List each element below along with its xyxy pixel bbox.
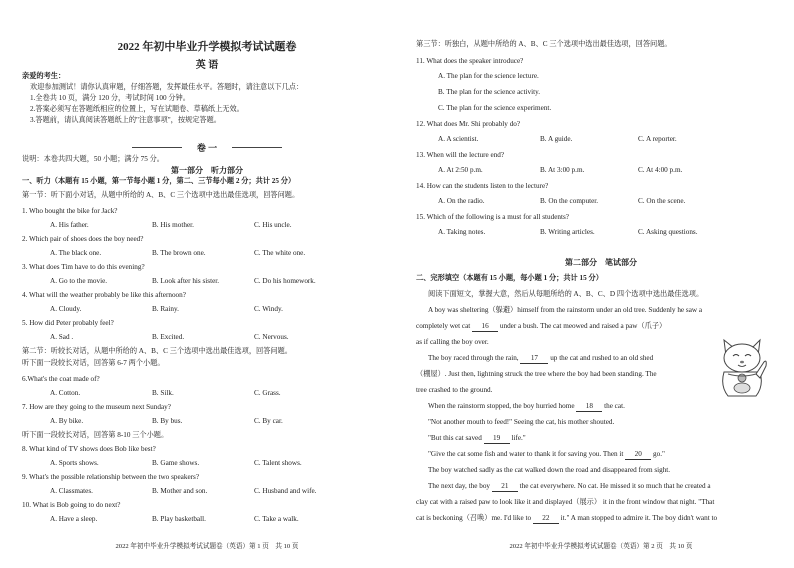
- passage-line: [416, 322, 666, 332]
- option-a: A. Cloudy.: [50, 305, 82, 313]
- question-text: 10. What is Bob going to do next?: [22, 501, 121, 509]
- option-c: C. At 4:00 p.m.: [638, 166, 683, 174]
- passage-text: "Give the cat some fish and water to thank it for saving you. Then it: [428, 450, 624, 458]
- option-b: B. Mother and son.: [152, 487, 208, 495]
- option-a: A. At 2:50 p.m.: [438, 166, 483, 174]
- intro-line: 欢迎参加测试！请你认真审题，仔细答题，发挥最佳水平。答题时，请注意以下几点：: [30, 83, 304, 91]
- blank-17[interactable]: 17: [520, 354, 548, 364]
- section-instruction: 第三节：听独白，从题中所给的 A、B、C 三个选项中选出最佳选项，回答问题。: [416, 40, 672, 48]
- option-a: A. Sad .: [50, 333, 74, 341]
- question-text: 15. Which of the following is a must for all students?: [416, 213, 569, 221]
- passage-text: under a bush. The cat meowed and raised a paw（爪子）: [499, 322, 667, 330]
- passage-line: [428, 450, 665, 460]
- intro-line: 1.全卷共 10 页，满分 120 分，考试时间 100 分钟。: [30, 94, 190, 102]
- option-c: C. Do his homework.: [254, 277, 316, 285]
- option-a: A. Cotton.: [50, 389, 81, 397]
- passage-line: A boy was sheltering（躲避）himself from the rainstorm under an old tree. Suddenly he saw a: [428, 306, 703, 314]
- blank-18[interactable]: 18: [576, 402, 602, 412]
- passage-text: it." A man stopped to admire it. The boy didn't want to: [560, 514, 718, 522]
- passage-line: tree crashed to the ground.: [416, 386, 493, 394]
- question-text: 8. What kind of TV shows does Bob like best?: [22, 445, 156, 453]
- passage-text: The next day, the boy: [428, 482, 491, 490]
- option-b: B. By bus.: [152, 417, 183, 425]
- page-footer: 2022 年初中毕业升学模拟考试试题卷（英语）第 2 页 共 10 页: [509, 543, 693, 550]
- option-b: B. Game shows.: [152, 459, 200, 467]
- intro-line: 2.答案必须写在答题纸相应的位置上，写在试题卷、草稿纸上无效。: [30, 105, 244, 113]
- option-c: C. By car.: [254, 417, 283, 425]
- option-a: A. Taking notes.: [438, 228, 486, 236]
- greeting: 亲爱的考生：: [22, 72, 66, 80]
- passage-text: life.": [511, 434, 526, 442]
- option-b: B. The plan for the science activity.: [438, 88, 540, 96]
- option-a: A. Sports shows.: [50, 459, 99, 467]
- option-a: A. The black one.: [50, 249, 102, 257]
- option-c: C. Take a walk.: [254, 515, 299, 523]
- part1-title: 第一部分 听力部分: [171, 166, 243, 175]
- passage-text: When the rainstorm stopped, the boy hurried home: [428, 402, 575, 410]
- passage-line: [428, 402, 625, 412]
- passage-text: up the cat and rushed to an old shed: [550, 354, 654, 362]
- passage-line: clay cat with a raised paw to look like it and displayed（展示） it in the front window that night. "That: [416, 498, 715, 506]
- passage-line: （棚屋）. Just then, lightning struck the tree where the boy had been standing. The: [416, 370, 657, 378]
- question-text: 14. How can the students listen to the lecture?: [416, 182, 549, 190]
- option-c: C. Talent shows.: [254, 459, 302, 467]
- option-b: B. Silk.: [152, 389, 174, 397]
- option-b: B. The brown one.: [152, 249, 206, 257]
- question-text: 12. What does Mr. Shi probably do?: [416, 120, 521, 128]
- subject-title: 英 语: [195, 60, 219, 71]
- option-c: C. Windy.: [254, 305, 283, 313]
- blank-16[interactable]: 16: [472, 322, 498, 332]
- section1-title: 一、听力（本题有 15 小题，第一节每小题 1 分，第二、三节每小题 2 分；共计 25 分）: [22, 177, 296, 185]
- option-b: B. Play basketball.: [152, 515, 206, 523]
- passage-line: [428, 482, 711, 492]
- passage-line: [428, 434, 526, 444]
- option-c: C. Nervous.: [254, 333, 289, 341]
- option-b: B. On the computer.: [540, 197, 599, 205]
- right-page: [416, 0, 786, 568]
- passage-text: cat is beckoning（召唤）me. I'd like to: [416, 514, 532, 522]
- section-instruction: 第二节：听较长对话，从题中所给的 A、B、C 三个选项中选出最佳选项，回答问题。: [22, 347, 292, 355]
- volume-note: 说明：本卷共四大题，50 小题；满分 75 分。: [22, 155, 164, 163]
- blank-19[interactable]: 19: [484, 434, 510, 444]
- option-c: C. His uncle.: [254, 221, 292, 229]
- option-a: A. Have a sleep.: [50, 515, 98, 523]
- option-b: B. Rainy.: [152, 305, 179, 313]
- option-b: B. His mother.: [152, 221, 194, 229]
- option-b: B. A guide.: [540, 135, 573, 143]
- exam-title: 2022 年初中毕业升学模拟考试试题卷: [117, 41, 297, 53]
- option-a: A. A scientist.: [438, 135, 479, 143]
- passage-line: The boy watched sadly as the cat walked down the road and disappeared from sight.: [428, 466, 671, 474]
- question-text: 13. When will the lecture end?: [416, 151, 505, 159]
- blank-22[interactable]: 22: [533, 514, 559, 524]
- option-a: A. His father.: [50, 221, 89, 229]
- option-c: C. Grass.: [254, 389, 281, 397]
- option-c: C. Asking questions.: [638, 228, 698, 236]
- blank-20[interactable]: 20: [625, 450, 651, 460]
- page-footer: 2022 年初中毕业升学模拟考试试题卷（英语）第 1 页 共 10 页: [115, 543, 299, 550]
- passage-line: "Not another mouth to feed!" Seeing the cat, his mother shouted.: [428, 418, 615, 426]
- passage-line: [416, 514, 717, 524]
- question-text: 2. Which pair of shoes does the boy need?: [22, 235, 144, 243]
- volume-title: 卷 一: [196, 143, 218, 153]
- option-a: A. On the radio.: [438, 197, 485, 205]
- passage-line: as if calling the boy over.: [416, 338, 489, 346]
- question-text: 4. What will the weather probably be like this afternoon?: [22, 291, 186, 299]
- passage-text: go.": [653, 450, 665, 458]
- blank-21[interactable]: 21: [492, 482, 518, 492]
- option-c: C. The plan for the science experiment.: [438, 104, 552, 112]
- passage-text: The boy raced through the rain,: [428, 354, 519, 362]
- option-c: C. On the scene.: [638, 197, 686, 205]
- question-text: 9. What's the possible relationship between the two speakers?: [22, 473, 200, 481]
- option-a: A. The plan for the science lecture.: [438, 72, 539, 80]
- option-a: A. Go to the movie.: [50, 277, 108, 285]
- option-c: C. Husband and wife.: [254, 487, 317, 495]
- passage-text: completely wet cat: [416, 322, 471, 330]
- passage-text: the cat.: [604, 402, 625, 410]
- intro-line: 3.答题前，请认真阅读答题纸上的"注意事项"，按规定答题。: [30, 116, 221, 124]
- question-text: 3. What does Tim have to do this evening?: [22, 263, 145, 271]
- option-c: C. The white one.: [254, 249, 306, 257]
- question-text: 7. How are they going to the museum next Sunday?: [22, 403, 171, 411]
- option-b: B. Excited.: [152, 333, 185, 341]
- section-instruction: 第一节：听下面小对话，从题中所给的 A、B、C 三个选项中选出最佳选项，回答问题。: [22, 191, 300, 199]
- option-a: A. Classmates.: [50, 487, 93, 495]
- question-text: 6.What's the coat made of?: [22, 375, 100, 383]
- option-b: B. Writing articles.: [540, 228, 595, 236]
- passage-text: the cat everywhere. No cat. He missed it so much that he created a: [519, 482, 711, 490]
- passage-line: [428, 354, 653, 364]
- question-text: 5. How did Peter probably feel?: [22, 319, 114, 327]
- question-text: 1. Who bought the bike for Jack?: [22, 207, 118, 215]
- section2-title: 二、完形填空（本题有 15 小题，每小题 1 分；共计 15 分）: [416, 274, 603, 282]
- divider: [232, 147, 282, 148]
- lucky-cat-illustration: [716, 334, 768, 400]
- option-c: C. A reporter.: [638, 135, 677, 143]
- section-instruction: 听下面一段较长对话，回答第 6-7 两个小题。: [22, 359, 165, 367]
- section-instruction: 听下面一段较长对话，回答第 8-10 三个小题。: [22, 431, 169, 439]
- question-text: 11. What does the speaker introduce?: [416, 57, 524, 65]
- option-a: A. By bike.: [50, 417, 84, 425]
- section-instruction: 阅读下面短文，掌握大意，然后从每题所给的 A、B、C、D 四个选项中选出最佳选项。: [428, 290, 704, 298]
- left-page: [22, 0, 392, 568]
- option-b: B. Look after his sister.: [152, 277, 220, 285]
- option-b: B. At 3:00 p.m.: [540, 166, 585, 174]
- part2-title: 第二部分 笔试部分: [565, 258, 637, 267]
- passage-text: "But this cat saved: [428, 434, 482, 442]
